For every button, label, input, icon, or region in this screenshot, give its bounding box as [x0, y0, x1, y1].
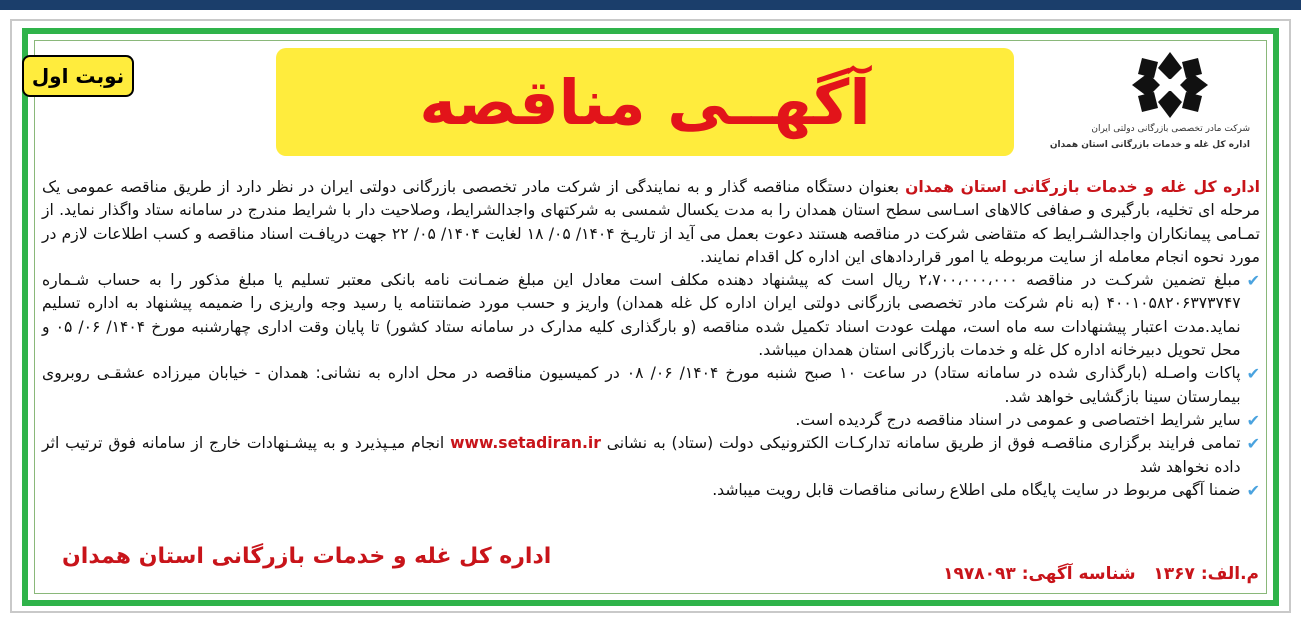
- publication-badge-label: نوبت اول: [31, 64, 125, 88]
- reference-id-label: شناسه آگهی:: [1021, 564, 1136, 584]
- bullet-national-portal: ضمنا آگهی مربوط در سایت پایگاه ملی اطلاع رسانی مناقصات قابل رویت میباشد.: [712, 480, 1241, 499]
- company-logo-icon: [1130, 50, 1210, 120]
- check-icon: ✔: [1246, 434, 1260, 454]
- list-item: [42, 479, 1260, 502]
- intro-org: اداره کل غله و خدمات بازرگانی استان همدان: [905, 178, 1260, 196]
- reference-line: [943, 564, 1259, 584]
- list-item: [42, 362, 1260, 409]
- bullet-opening: پاکات واصـله (بارگذاری شده در سامانه ستاد) در ساعت ۱۰ صبح شنبه مورخ ۱۴۰۴/ ۰۶/ ۰۸ در کمیسیون مناقصه در محل اداره به نشانی: همدان - خیابان میرزاده عشقـی روبروی بیمارستان سینا بازگشایی خواهد شد.: [42, 364, 1241, 406]
- logo-company-name: شرکت مادر تخصصی بازرگانی دولتی ایران: [1091, 124, 1250, 134]
- intro-text: بعنوان دستگاه مناقصه گذار و به نمایندگی از شرکت مادر تخصصی بازرگانی دولتی ایران در نظر دارد از طریق مناقصه عمومی یک مرحله ای تخلیه، بارگیری و صفافی کالاهای اسـاسی سطح استان همدان را به مدت یکسال شمسی به شرکتهای واجدالشرایط، وصلاحیت دار با شرایط مندرج در سامانه ستاد واگذار نماید. از تمـامی پیمانکاران واجدالشـرایط که متقاضی شرکت در مناقصه هستند دعوت بعمل می آید از تاریـخ ۱۴۰۴/ ۰۵/ ۱۸ لغایت ۱۴۰۴/ ۰۵/ ۲۲ جهت دریافـت اسناد مناقصه و کسب اطلاعات لازم در مورد نحوه انجام معامله از سایت مربوطه یا امور قراردادهای این اداره کل اقدام نمایند.: [42, 178, 1261, 266]
- check-icon: ✔: [1246, 364, 1260, 384]
- list-item: [42, 269, 1260, 362]
- check-icon: ✔: [1246, 410, 1260, 430]
- notice-title: آگهــی مناقصه: [419, 65, 871, 139]
- bullet-setad: [42, 432, 1241, 479]
- setad-link[interactable]: www.setadiran.ir: [450, 434, 601, 453]
- bullet-guarantee: مبلغ تضمین شرکـت در مناقصه ۲،۷۰۰،۰۰۰،۰۰۰ ریال است که پیشنهاد دهنده مکلف است معادل این مبلغ ضمـانت نامه بانکی معتبر تسلیم یا مبلغ مذکور را به حساب شـماره ۴۰۰۱۰۵۸۲۰۶۳۷۳۷۴۷ (به نام شرکت مادر تخصصی بازرگانی دولتی ایران اداره کل غله همدان) واریز و حسب مورد ضمانتنامه یا رسید وجه واریزی را ضمیمه پیشنهاد به اداره تسلیم نماید.مدت اعتبار پیشنهادات سه ماه است، مهلت عودت اسناد تکمیل شده مناقصه (و بارگذاری کلیه مدارک در سامانه ستاد کشور) تا پایان وقت اداری چهارشنبه مورخ ۱۴۰۴/ ۰۶/ ۰۵ و محل تحویل دبیرخانه اداره کل غله و خدمات بازرگانی استان همدان میباشد.: [42, 271, 1241, 360]
- check-icon: ✔: [1246, 271, 1260, 291]
- notice-body: [42, 176, 1260, 502]
- logo-office-name: اداره کل غله و خدمات بازرگانی استان همدان: [1049, 140, 1250, 150]
- publication-badge: [22, 55, 134, 97]
- list-item: [42, 432, 1260, 479]
- list-item: [42, 409, 1260, 432]
- signature: اداره کل غله و خدمات بازرگانی استان همدان: [62, 544, 552, 569]
- reference-id-value: ۱۹۷۸۰۹۳: [943, 564, 1016, 584]
- top-bar: [0, 0, 1301, 10]
- reference-code: م.الف: ۱۳۶۷: [1153, 564, 1259, 584]
- intro-paragraph: [42, 176, 1260, 269]
- check-icon: ✔: [1246, 480, 1260, 500]
- setad-after: انجام میـپذیرد و به پیشـنهادات خارج از سامانه فوق ترتیب اثر داده نخواهد شد: [42, 434, 1241, 476]
- setad-before: تمامی فرایند برگزاری مناقصـه فوق از طریق سامانه تدارکـات الکترونیکی دولت (ستاد) به نشانی: [606, 434, 1241, 453]
- bullet-conditions: سایر شرایط اختصاصی و عمومی در اسناد مناقصه درج گردیده است.: [795, 410, 1241, 429]
- title-banner: [276, 48, 1014, 156]
